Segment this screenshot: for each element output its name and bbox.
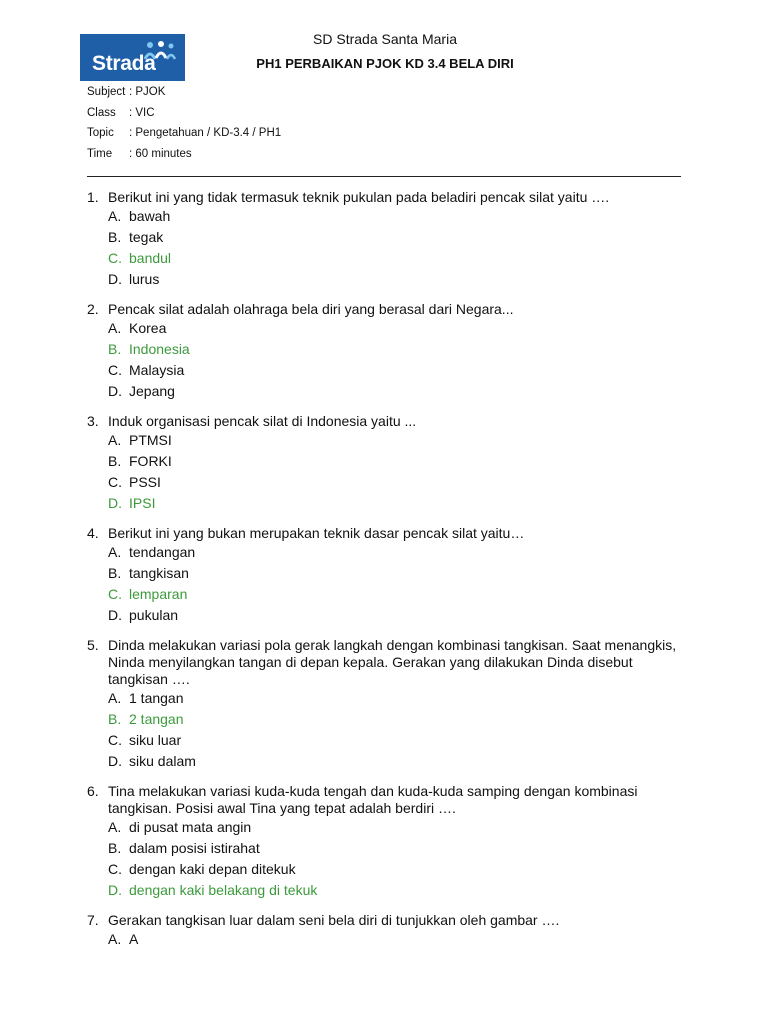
question-item (87, 637, 687, 772)
meta-label: Time (87, 147, 113, 160)
question-text: Berikut ini yang bukan merupakan teknik dasar pencak silat yaitu… (108, 525, 525, 541)
option-text: dengan kaki belakang di tekuk (129, 882, 318, 898)
answer-option (87, 472, 687, 493)
header-divider (87, 176, 681, 177)
answer-option (87, 360, 687, 381)
question-item (87, 783, 687, 901)
question-number: 2. (87, 301, 99, 317)
option-letter: C. (108, 362, 122, 378)
option-letter: B. (108, 453, 122, 469)
question-item (87, 301, 687, 402)
answer-option (87, 563, 687, 584)
question-number: 3. (87, 413, 99, 429)
meta-row (87, 148, 281, 169)
question-text: Tina melakukan variasi kuda-kuda tengah dan kuda-kuda samping dengan kombinasi tangkisan. Posisi awal Tina yang tepat adalah berdiri …. (108, 783, 638, 816)
meta-value: : 60 minutes (129, 147, 192, 160)
strada-logo (80, 34, 185, 81)
option-text: dengan kaki depan ditekuk (129, 861, 296, 877)
option-text: Korea (129, 320, 167, 336)
answer-option-correct (87, 493, 687, 514)
answer-option (87, 859, 687, 880)
question-item (87, 525, 687, 626)
answer-option (87, 688, 687, 709)
option-text: lurus (129, 271, 160, 287)
meta-row (87, 127, 281, 148)
question-item (87, 912, 687, 950)
option-text: PSSI (129, 474, 161, 490)
option-letter: A. (108, 544, 122, 560)
exam-meta (87, 86, 281, 168)
option-letter: C. (108, 586, 122, 602)
option-letter: B. (108, 711, 122, 727)
question-text: Pencak silat adalah olahraga bela diri yang berasal dari Negara... (108, 301, 514, 317)
question-text: Dinda melakukan variasi pola gerak langkah dengan kombinasi tangkisan. Saat menangkis, Ninda menyilangkan tangan di depan kepala. Gerakan yang dilakukan Dinda disebut tangkisan …. (108, 637, 677, 687)
option-text: bandul (129, 250, 172, 266)
option-text: siku luar (129, 732, 182, 748)
option-letter: A. (108, 690, 122, 706)
answer-option-correct (87, 339, 687, 360)
answer-option (87, 817, 687, 838)
option-text: siku dalam (129, 753, 196, 769)
option-text: Jepang (129, 383, 175, 399)
option-text: pukulan (129, 607, 179, 623)
answer-option (87, 605, 687, 626)
question-text: Gerakan tangkisan luar dalam seni bela diri di tunjukkan oleh gambar …. (108, 912, 560, 928)
answer-option (87, 838, 687, 859)
option-letter: D. (108, 495, 122, 511)
option-letter: C. (108, 861, 122, 877)
question-number: 7. (87, 912, 99, 928)
option-letter: D. (108, 607, 122, 623)
option-text: 2 tangan (129, 711, 184, 727)
option-text: di pusat mata angin (129, 819, 252, 835)
option-letter: D. (108, 271, 122, 287)
question-text: Berikut ini yang tidak termasuk teknik pukulan pada beladiri pencak silat yaitu …. (108, 189, 610, 205)
answer-option (87, 451, 687, 472)
answer-option (87, 206, 687, 227)
answer-option (87, 318, 687, 339)
answer-option (87, 227, 687, 248)
option-letter: A. (108, 931, 122, 947)
option-text: A (129, 931, 139, 947)
question-number: 4. (87, 525, 99, 541)
option-letter: B. (108, 565, 122, 581)
option-letter: A. (108, 819, 122, 835)
exam-title: PH1 PERBAIKAN PJOK KD 3.4 BELA DIRI (256, 56, 514, 71)
meta-value: : Pengetahuan / KD-3.4 / PH1 (129, 127, 282, 139)
option-letter: D. (108, 383, 122, 399)
question-number: 5. (87, 637, 99, 653)
answer-option-correct (87, 584, 687, 605)
option-text: FORKI (129, 453, 172, 469)
question-text: Induk organisasi pencak silat di Indonesia yaitu ... (108, 413, 417, 429)
meta-label: Topic (87, 127, 114, 139)
answer-option (87, 430, 687, 451)
answer-option (87, 381, 687, 402)
option-text: bawah (129, 208, 171, 224)
question-list (87, 189, 687, 961)
option-text: dalam posisi istirahat (129, 840, 260, 856)
meta-row (87, 107, 281, 128)
option-letter: D. (108, 882, 122, 898)
answer-option (87, 929, 687, 950)
question-number: 1. (87, 189, 99, 205)
option-letter: A. (108, 208, 122, 224)
option-letter: A. (108, 432, 122, 448)
question-item (87, 413, 687, 514)
answer-option (87, 542, 687, 563)
option-letter: B. (108, 840, 122, 856)
option-text: lemparan (129, 586, 188, 602)
option-text: tendangan (129, 544, 196, 560)
answer-option-correct (87, 880, 687, 901)
answer-option (87, 751, 687, 772)
meta-label: Subject (87, 86, 126, 98)
option-text: 1 tangan (129, 690, 184, 706)
option-letter: A. (108, 320, 122, 336)
option-letter: B. (108, 229, 122, 245)
meta-value: : VIC (129, 106, 155, 119)
logo-wordmark: Strada (92, 52, 156, 75)
option-text: tegak (129, 229, 164, 245)
meta-row (87, 86, 281, 107)
option-text: IPSI (129, 495, 156, 511)
meta-label: Class (87, 106, 116, 119)
meta-value: : PJOK (129, 86, 166, 98)
question-number: 6. (87, 783, 99, 799)
answer-option (87, 269, 687, 290)
option-letter: B. (108, 341, 122, 357)
option-text: PTMSI (129, 432, 172, 448)
answer-option (87, 730, 687, 751)
answer-option-correct (87, 709, 687, 730)
option-letter: C. (108, 474, 122, 490)
option-letter: C. (108, 732, 122, 748)
option-letter: D. (108, 753, 122, 769)
school-name: SD Strada Santa Maria (313, 31, 457, 47)
answer-option-correct (87, 248, 687, 269)
option-text: tangkisan (129, 565, 189, 581)
option-text: Indonesia (129, 341, 190, 357)
question-item (87, 189, 687, 290)
option-text: Malaysia (129, 362, 185, 378)
option-letter: C. (108, 250, 122, 266)
